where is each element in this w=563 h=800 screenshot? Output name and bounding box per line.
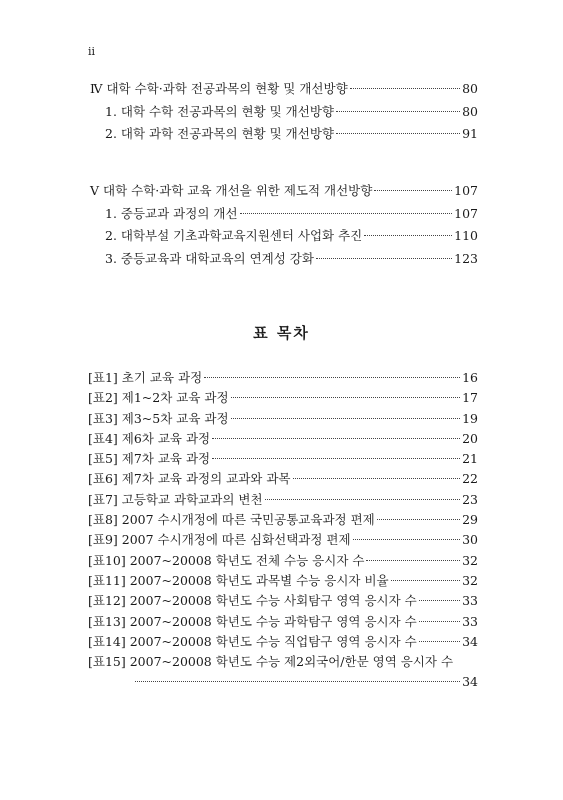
table-entry-title: [표1] 초기 교육 과정 bbox=[88, 370, 203, 385]
table-entry-title: [표13] 2007~20008 학년도 수능 과학탐구 영역 응시자 수 bbox=[88, 613, 417, 629]
table-entry-title: [표11] 2007~20008 학년도 과목별 수능 응시자 비율 bbox=[88, 572, 389, 588]
leader-dots bbox=[350, 88, 460, 89]
table-entry-page: 22 bbox=[462, 471, 478, 487]
table-entry-title: [표9] 2007 수시개정에 따른 심화선택과정 편제 bbox=[88, 532, 351, 548]
toc-entry-page: 123 bbox=[454, 250, 478, 266]
table-entry[interactable] bbox=[88, 530, 478, 550]
toc-entry-title: 1. 대학 수학 전공과목의 현황 및 개선방향 bbox=[105, 103, 334, 119]
leader-dots bbox=[204, 377, 460, 378]
toc-entry-title: 2. 대학부설 기초과학교육지원센터 사업화 추진 bbox=[105, 228, 363, 243]
toc-entry-title: 3. 중등교육과 대학교육의 연계성 강화 bbox=[105, 250, 314, 266]
table-entry[interactable] bbox=[88, 591, 478, 611]
toc-entry-page: 107 bbox=[454, 205, 478, 221]
leader-dots bbox=[419, 600, 460, 601]
leader-dots bbox=[316, 258, 452, 259]
leader-dots bbox=[135, 681, 460, 682]
leader-dots bbox=[293, 478, 461, 479]
table-entry[interactable] bbox=[88, 490, 478, 510]
table-entry-continuation[interactable] bbox=[88, 672, 478, 692]
toc-entry[interactable] bbox=[90, 123, 478, 146]
table-entry[interactable] bbox=[88, 510, 478, 530]
table-entry-title: [표4] 제6차 교육 과정 bbox=[88, 430, 211, 446]
toc-entry[interactable] bbox=[90, 180, 478, 203]
table-entry-page: 34 bbox=[462, 674, 478, 690]
table-entry-title: [표15] 2007~20008 학년도 수능 제2외국어/한문 영역 응시자 수 bbox=[88, 654, 454, 670]
toc-entry-title: Ⅳ 대학 수학·과학 전공과목의 현황 및 개선방향 bbox=[90, 81, 348, 96]
leader-dots bbox=[336, 111, 460, 112]
table-entry[interactable] bbox=[88, 612, 478, 632]
table-entry-page: 17 bbox=[462, 390, 478, 406]
toc-entry-title: 2. 대학 과학 전공과목의 현황 및 개선방향 bbox=[105, 126, 334, 141]
table-entry-title: [표5] 제7차 교육 과정 bbox=[88, 451, 211, 467]
toc-entry-title: Ⅴ 대학 수학·과학 교육 개선을 위한 제도적 개선방향 bbox=[90, 183, 373, 198]
leader-dots bbox=[419, 621, 460, 622]
table-entry-page: 20 bbox=[462, 430, 478, 446]
table-entry-page: 19 bbox=[462, 410, 478, 426]
table-entry-title: [표2] 제1~2차 교육 과정 bbox=[88, 390, 229, 406]
table-entry[interactable] bbox=[88, 368, 478, 388]
table-entry-page: 33 bbox=[462, 593, 478, 609]
table-entry[interactable] bbox=[88, 469, 478, 489]
toc-entry[interactable] bbox=[90, 225, 478, 248]
table-entry-title: [표8] 2007 수시개정에 따른 국민공통교육과정 편제 bbox=[88, 512, 375, 528]
leader-dots bbox=[374, 190, 452, 191]
leader-dots bbox=[353, 539, 461, 540]
table-entry-title: [표6] 제7차 교육 과정의 교과와 과목 bbox=[88, 471, 291, 487]
table-entry-page: 30 bbox=[462, 532, 478, 548]
table-entry[interactable] bbox=[88, 409, 478, 429]
table-entry[interactable] bbox=[88, 632, 478, 652]
table-entry-title: [표3] 제3~5차 교육 과정 bbox=[88, 410, 229, 426]
table-entry-title: [표10] 2007~20008 학년도 전체 수능 응시자 수 bbox=[88, 552, 365, 568]
table-entry-page: 32 bbox=[462, 572, 478, 588]
toc-entry-page: 107 bbox=[454, 183, 478, 198]
leader-dots bbox=[231, 418, 461, 419]
toc-entry-page: 80 bbox=[462, 81, 478, 96]
page-number: ii bbox=[88, 45, 96, 58]
tables-heading: 표 목차 bbox=[253, 324, 310, 342]
toc-section-5 bbox=[90, 180, 478, 270]
table-entry-page: 34 bbox=[462, 633, 478, 649]
leader-dots bbox=[366, 560, 460, 561]
leader-dots bbox=[212, 438, 460, 439]
table-entry[interactable] bbox=[88, 388, 478, 408]
leader-dots bbox=[364, 235, 452, 236]
toc-entry[interactable] bbox=[90, 203, 478, 226]
leader-dots bbox=[391, 580, 460, 581]
leader-dots bbox=[240, 213, 453, 214]
table-entry-title: [표14] 2007~20008 학년도 수능 직업탐구 영역 응시자 수 bbox=[88, 633, 417, 649]
leader-dots bbox=[377, 519, 460, 520]
leader-dots bbox=[265, 499, 461, 500]
toc-entry-page: 91 bbox=[462, 126, 478, 141]
table-entry[interactable] bbox=[88, 429, 478, 449]
leader-dots bbox=[212, 458, 460, 459]
table-entry-page: 23 bbox=[462, 491, 478, 507]
tables-list bbox=[88, 368, 478, 693]
toc-section-4 bbox=[90, 78, 478, 146]
toc-entry-page: 80 bbox=[462, 103, 478, 119]
leader-dots bbox=[231, 397, 461, 398]
table-entry-title: [표12] 2007~20008 학년도 수능 사회탐구 영역 응시자 수 bbox=[88, 593, 417, 609]
table-entry-page: 29 bbox=[462, 512, 478, 528]
leader-dots bbox=[419, 641, 460, 642]
toc-entry-title: 1. 중등교과 과정의 개선 bbox=[105, 205, 238, 221]
leader-dots bbox=[336, 133, 460, 134]
table-entry[interactable] bbox=[88, 551, 478, 571]
table-entry[interactable] bbox=[88, 571, 478, 591]
toc-entry-page: 110 bbox=[454, 228, 478, 243]
toc-entry[interactable] bbox=[90, 101, 478, 124]
toc-entry[interactable] bbox=[90, 78, 478, 101]
table-entry-page: 33 bbox=[462, 613, 478, 629]
table-entry-page: 21 bbox=[462, 451, 478, 467]
table-entry[interactable] bbox=[88, 449, 478, 469]
table-entry-page: 16 bbox=[462, 370, 478, 385]
table-entry-title: [표7] 고등학교 과학교과의 변천 bbox=[88, 491, 263, 507]
table-entry-page: 32 bbox=[462, 552, 478, 568]
toc-entry[interactable] bbox=[90, 248, 478, 271]
table-entry[interactable] bbox=[88, 652, 478, 672]
